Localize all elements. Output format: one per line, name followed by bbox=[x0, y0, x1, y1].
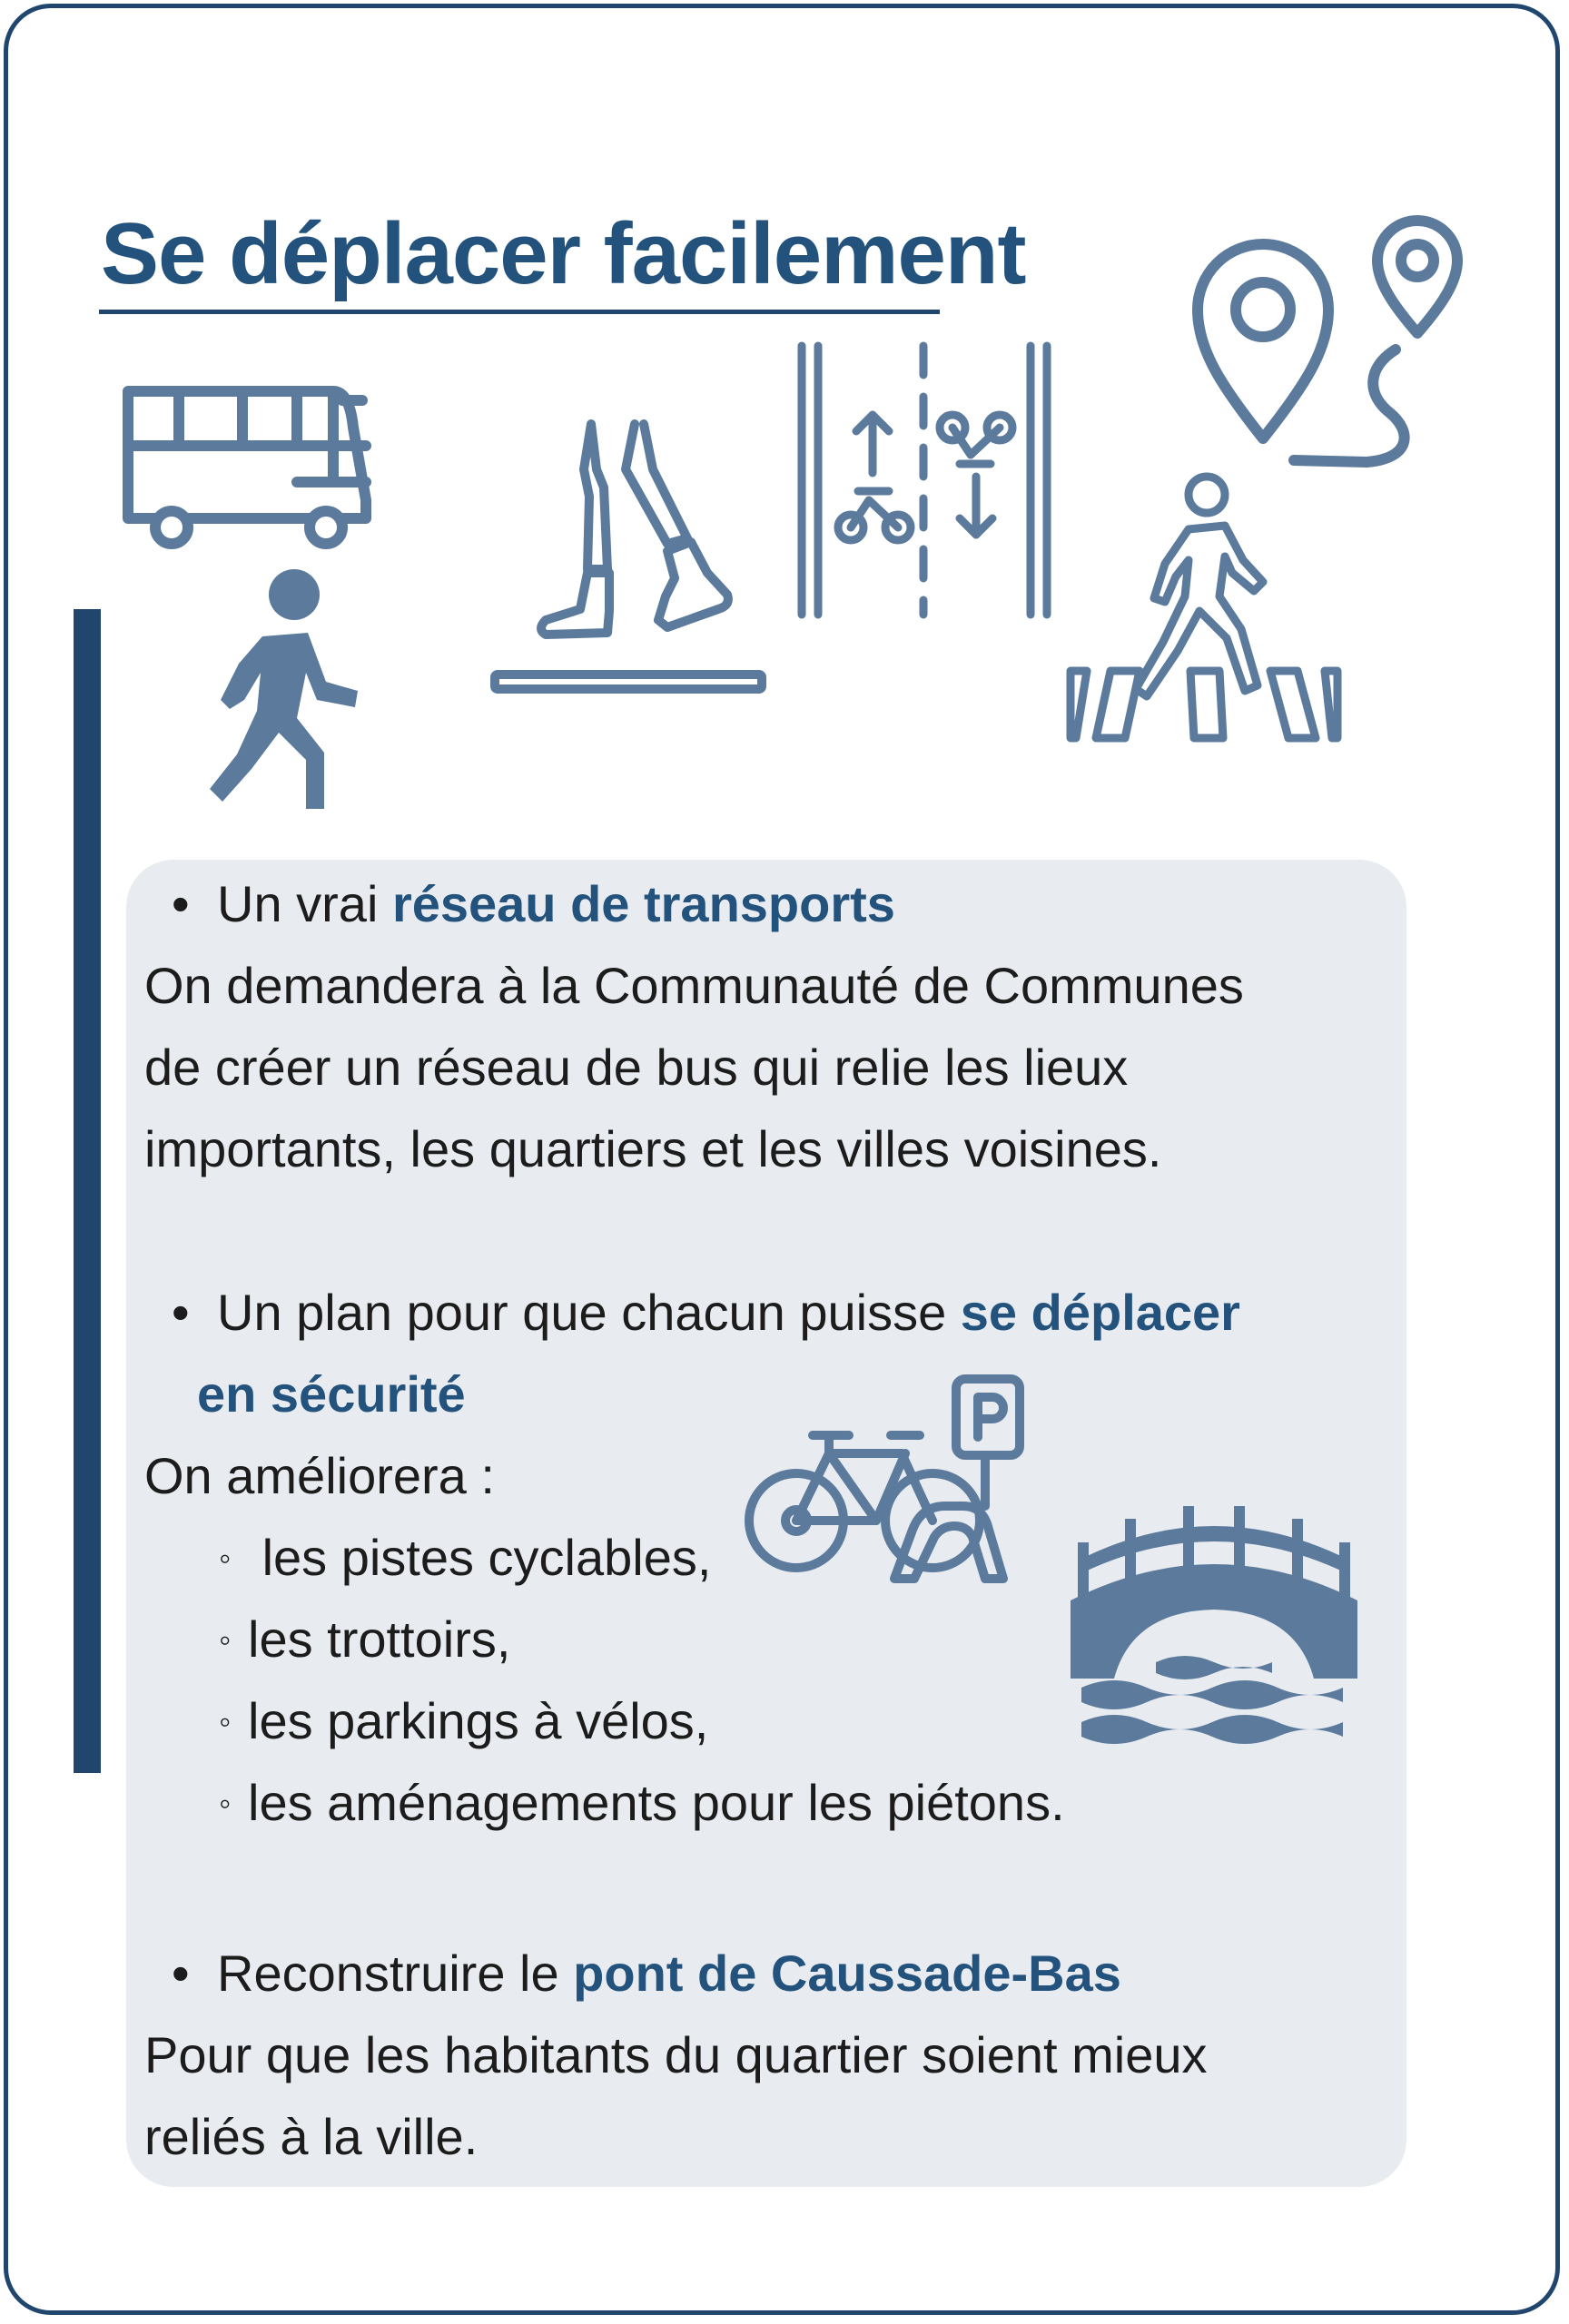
section-transport-heading: • Un vrai réseau de transports bbox=[172, 872, 895, 936]
bus-icon bbox=[115, 373, 379, 555]
accent-bar bbox=[74, 609, 101, 1773]
improvement-item: ◦ les parkings à vélos, bbox=[219, 1692, 709, 1749]
page-title: Se déplacer facilement bbox=[101, 205, 1026, 302]
bridge-icon bbox=[1069, 1501, 1359, 1744]
section-bridge-heading: • Reconstruire le pont de Caussade-Bas bbox=[172, 1942, 1121, 2005]
walking-person-icon bbox=[190, 564, 371, 827]
section-safety-intro: On améliorera : bbox=[144, 1447, 495, 1504]
bike-lane-icon bbox=[794, 340, 1058, 622]
section-safety-heading-cont: en sécurité bbox=[197, 1365, 466, 1423]
section-transport-text: importants, les quartiers et les villes voisines. bbox=[144, 1120, 1162, 1177]
pedestrian-crossing-icon bbox=[1063, 469, 1345, 751]
title-underline bbox=[99, 310, 940, 314]
bullet: • bbox=[172, 1284, 190, 1341]
section-transport-text: On demandera à la Communauté de Communes bbox=[144, 957, 1244, 1014]
improvement-item: ◦ les pistes cyclables, bbox=[219, 1529, 712, 1586]
bike-parking-icon bbox=[740, 1370, 1031, 1597]
walking-legs-icon bbox=[489, 415, 771, 696]
section-transport-text: de créer un réseau de bus qui relie les lieux bbox=[144, 1039, 1129, 1096]
bullet: • bbox=[172, 875, 190, 932]
map-pin-route-icon bbox=[1185, 204, 1485, 477]
improvement-item: ◦ les aménagements pour les piétons. bbox=[219, 1774, 1065, 1831]
section-bridge-text: reliés à la ville. bbox=[144, 2108, 479, 2165]
bullet: • bbox=[172, 1945, 190, 2002]
section-bridge-text: Pour que les habitants du quartier soient mieux bbox=[144, 2026, 1208, 2083]
card bbox=[4, 4, 1560, 2315]
improvement-item: ◦ les trottoirs, bbox=[219, 1610, 511, 1668]
section-safety-heading: • Un plan pour que chacun puisse se déplacer bbox=[172, 1281, 1240, 1344]
